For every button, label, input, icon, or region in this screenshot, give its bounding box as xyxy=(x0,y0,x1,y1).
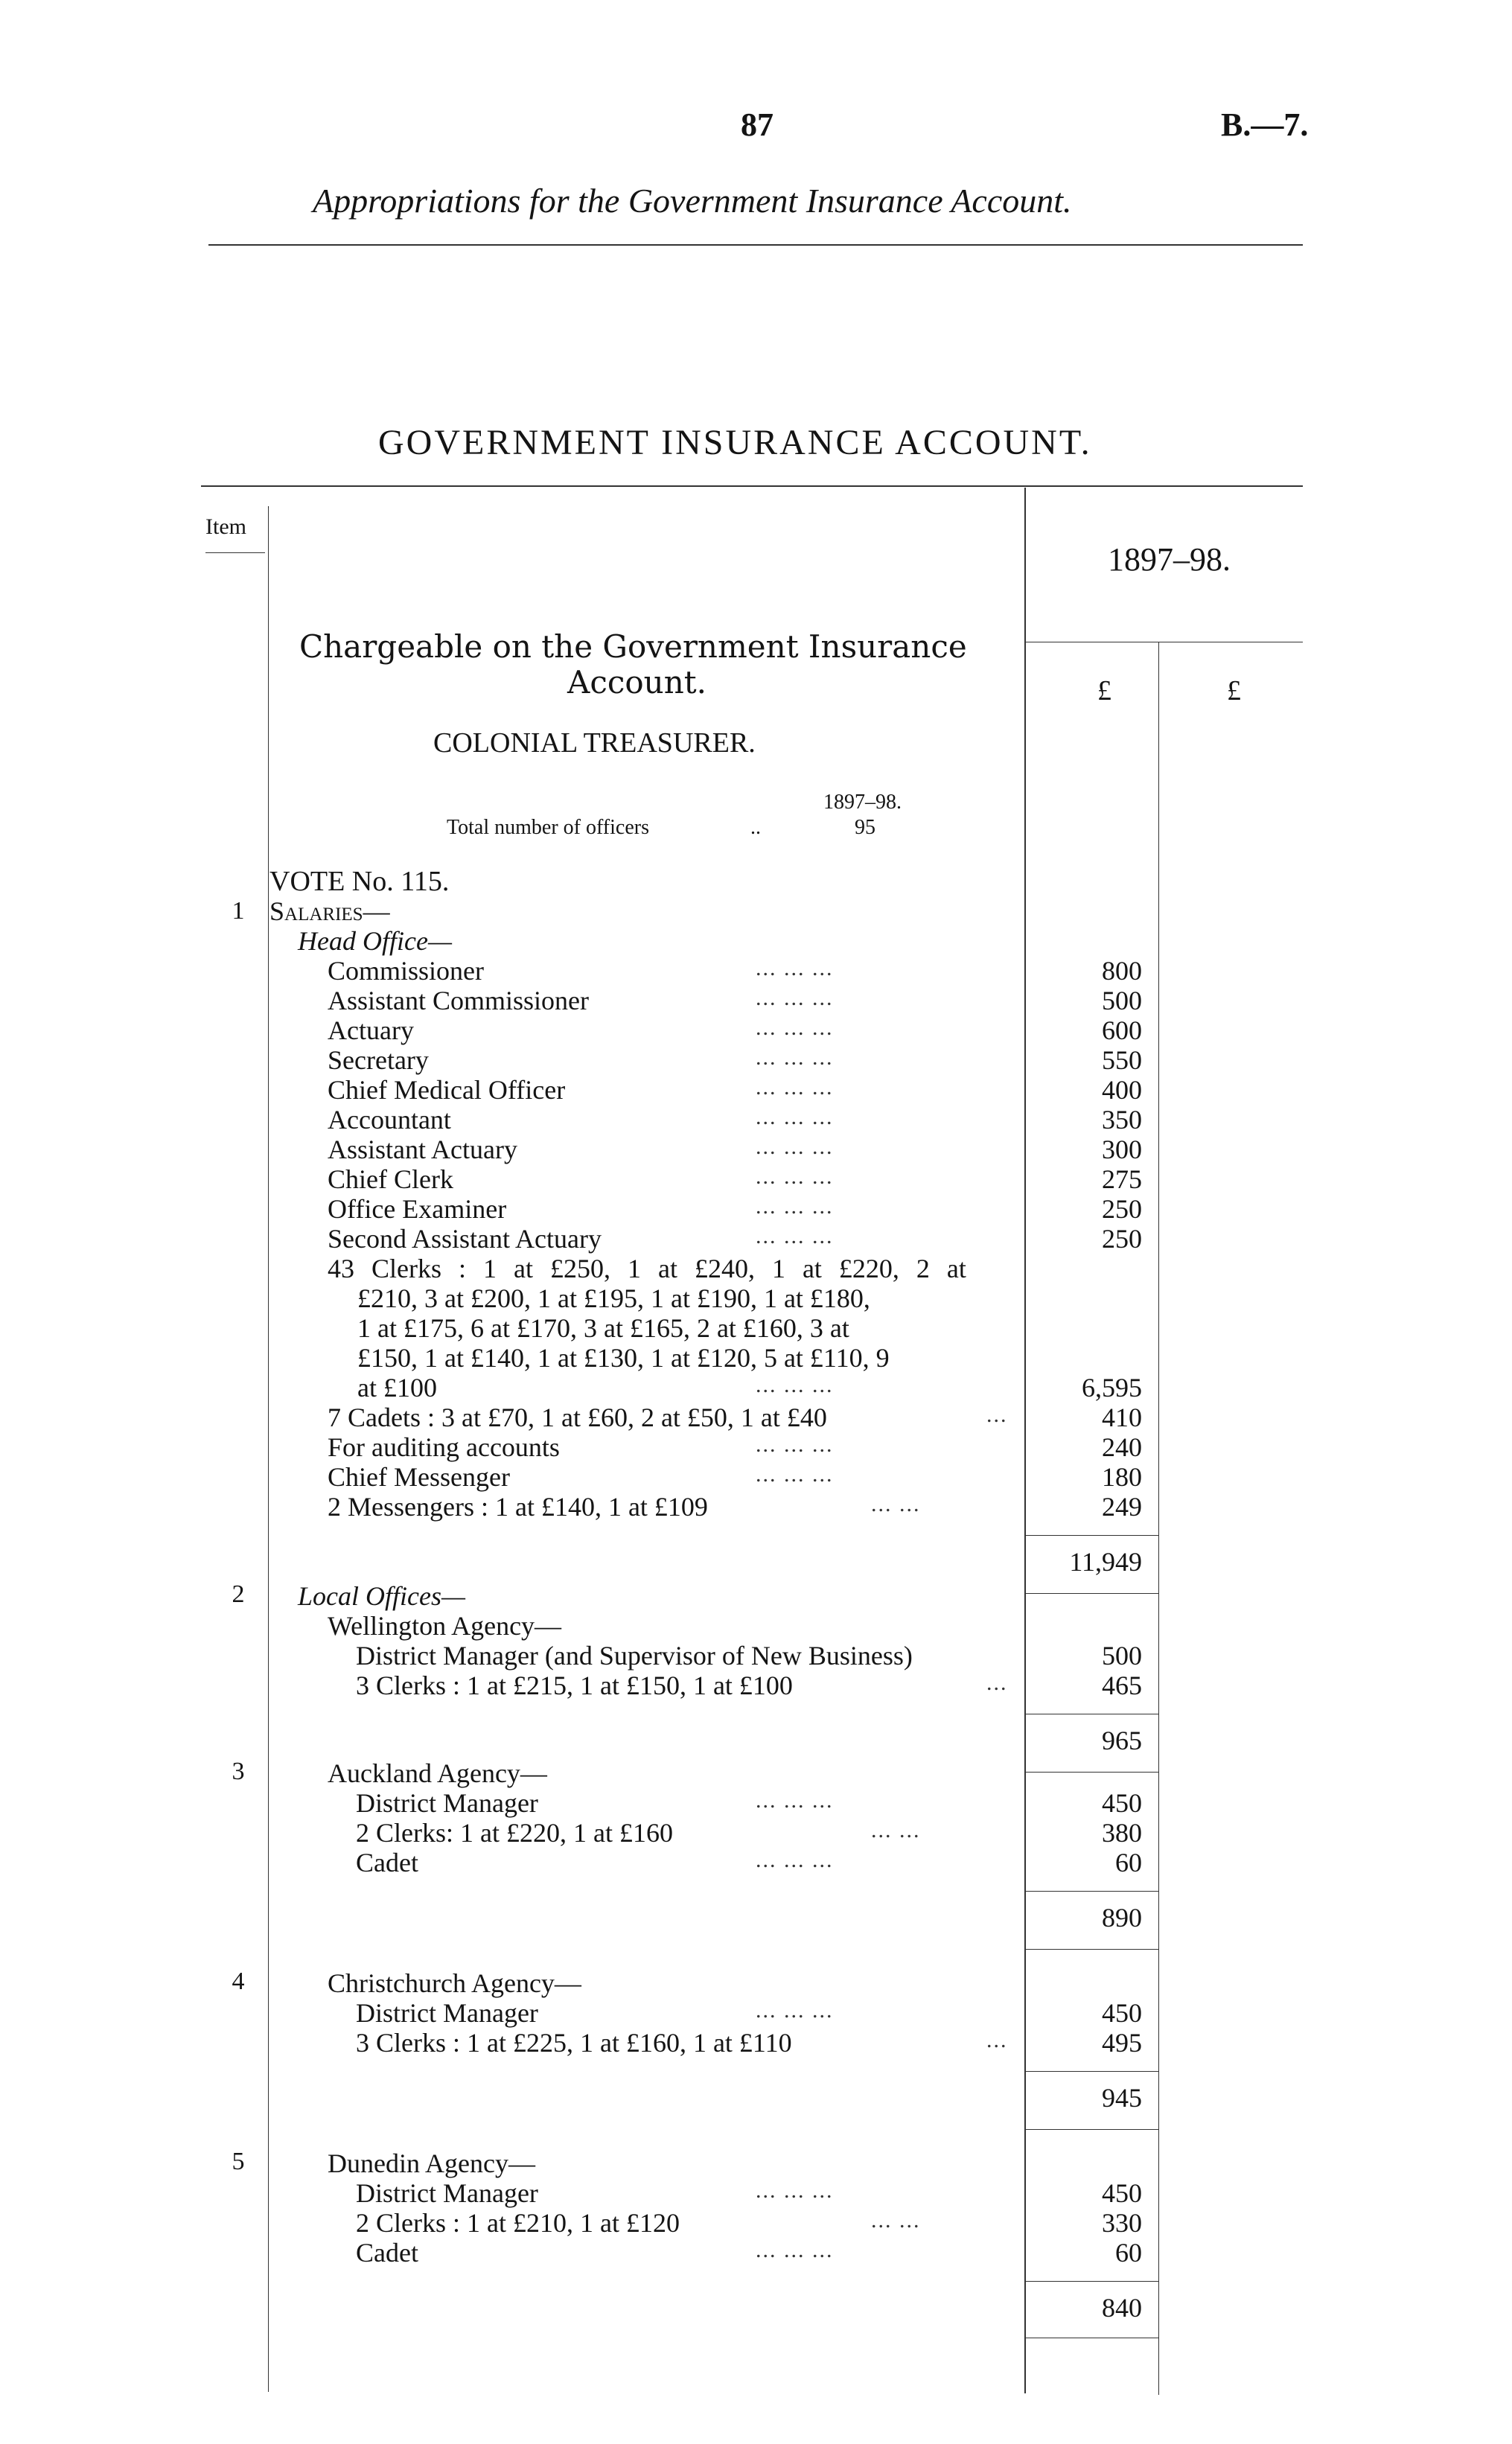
main-title: GOVERNMENT INSURANCE ACCOUNT. xyxy=(378,423,1092,462)
dunedin-manager-label: District Manager xyxy=(356,2178,538,2208)
auckland-manager-label: District Manager xyxy=(356,1788,538,1818)
christchurch-subtotal-rule xyxy=(1024,2071,1158,2072)
salaries-heading: Salaries— xyxy=(269,896,390,926)
leader-dots: ... ... ... xyxy=(756,1998,834,2023)
leader-dots: ... ... ... xyxy=(756,1105,834,1129)
secretary-label: Secretary xyxy=(328,1045,429,1075)
head-office-heading: Head Office— xyxy=(298,926,452,956)
leader-dots: ... xyxy=(986,2028,1008,2052)
auckland-total: 890 xyxy=(1102,1903,1142,1933)
assistant-commissioner-amount: 500 xyxy=(1102,986,1142,1015)
cadets-label: 7 Cadets : 3 at £70, 1 at £60, 2 at £50, 1 at £40 xyxy=(328,1403,827,1432)
leader-dots: ... ... ... xyxy=(756,1848,834,1872)
leader-dots: ... xyxy=(986,1671,1008,1695)
chief-medical-officer-amount: 400 xyxy=(1102,1075,1142,1105)
item-column-label: Item xyxy=(205,514,246,539)
clerks-line-3: 1 at £175, 6 at £170, 3 at £165, 2 at £160, 3 at xyxy=(357,1313,849,1343)
chief-medical-officer-label: Chief Medical Officer xyxy=(328,1075,566,1105)
wellington-total-rule xyxy=(1024,1772,1158,1773)
officers-count: 95 xyxy=(855,816,875,839)
wellington-manager-label: District Manager (and Supervisor of New Business) xyxy=(356,1641,913,1671)
item-number-4: 4 xyxy=(232,1968,245,1995)
leader-dots: ... ... ... xyxy=(756,2238,834,2262)
christchurch-heading: Christchurch Agency— xyxy=(328,1968,581,1998)
dunedin-subtotal-rule xyxy=(1024,2281,1158,2282)
wellington-clerks-label: 3 Clerks : 1 at £215, 1 at £150, 1 at £100 xyxy=(356,1671,793,1700)
leader-dots: ... ... xyxy=(871,1818,921,1842)
chief-clerk-label: Chief Clerk xyxy=(328,1164,453,1194)
leader-dots: ... ... ... xyxy=(756,1432,834,1457)
chief-clerk-amount: 275 xyxy=(1102,1164,1142,1194)
dunedin-clerks-label: 2 Clerks : 1 at £210, 1 at £120 xyxy=(356,2208,680,2238)
page-number: 87 xyxy=(741,106,773,143)
leader-dots: ... ... ... xyxy=(756,1015,834,1040)
leader-dots: ... ... ... xyxy=(756,1135,834,1159)
year-heading: 1897–98. xyxy=(1108,541,1231,578)
secretary-amount: 550 xyxy=(1102,1045,1142,1075)
second-assistant-actuary-amount: 250 xyxy=(1102,1224,1142,1254)
leader-dots: ... ... ... xyxy=(756,956,834,980)
officers-leader: .. xyxy=(750,816,761,839)
dunedin-manager-amount: 450 xyxy=(1102,2178,1142,2208)
dunedin-clerks-amount: 330 xyxy=(1102,2208,1142,2238)
christchurch-manager-label: District Manager xyxy=(356,1998,538,2028)
running-title: Appropriations for the Government Insurance Account. xyxy=(313,182,1072,220)
auckland-heading: Auckland Agency— xyxy=(328,1758,547,1788)
chief-messenger-label: Chief Messenger xyxy=(328,1462,510,1492)
messengers-label: 2 Messengers : 1 at £140, 1 at £109 xyxy=(328,1492,708,1522)
leader-dots: ... ... ... xyxy=(756,1194,834,1219)
leader-dots: ... ... xyxy=(871,1492,921,1516)
chargeable-heading-line-1: Chargeable on the Government Insurance xyxy=(299,628,967,665)
cadets-amount: 410 xyxy=(1102,1403,1142,1432)
clerks-line-5: at £100 xyxy=(357,1373,437,1403)
item-column-divider xyxy=(268,506,269,2392)
leader-dots: ... ... ... xyxy=(756,1164,834,1189)
assistant-actuary-amount: 300 xyxy=(1102,1135,1142,1164)
document-reference: B.—7. xyxy=(1221,106,1309,143)
auckland-subtotal-rule xyxy=(1024,1891,1158,1892)
commissioner-label: Commissioner xyxy=(328,956,485,986)
christchurch-total: 945 xyxy=(1102,2083,1142,2113)
actuary-label: Actuary xyxy=(328,1015,414,1045)
subtotal-column-divider xyxy=(1158,642,1159,2395)
chargeable-heading-line-2: Account. xyxy=(567,664,706,701)
christchurch-total-rule xyxy=(1024,2129,1158,2130)
wellington-manager-amount: 500 xyxy=(1102,1641,1142,1671)
item-number-3: 3 xyxy=(232,1758,245,1785)
wellington-heading: Wellington Agency— xyxy=(328,1611,562,1641)
leader-dots: ... ... ... xyxy=(756,1045,834,1070)
leader-dots: ... ... ... xyxy=(756,1075,834,1100)
item-label-rule xyxy=(205,552,265,553)
department-heading: COLONIAL TREASURER. xyxy=(433,727,756,759)
wellington-clerks-amount: 465 xyxy=(1102,1671,1142,1700)
accountant-label: Accountant xyxy=(328,1105,451,1135)
dunedin-total: 840 xyxy=(1102,2293,1142,2323)
officers-label: Total number of officers xyxy=(447,816,649,839)
currency-symbol-right: £ xyxy=(1227,675,1241,706)
commissioner-amount: 800 xyxy=(1102,956,1142,986)
auditing-label: For auditing accounts xyxy=(328,1432,560,1462)
wellington-total: 965 xyxy=(1102,1726,1142,1755)
dunedin-heading: Dunedin Agency— xyxy=(328,2148,535,2178)
auditing-amount: 240 xyxy=(1102,1432,1142,1462)
dunedin-cadet-label: Cadet xyxy=(356,2238,418,2268)
dunedin-cadet-amount: 60 xyxy=(1115,2238,1142,2268)
amount-column-divider xyxy=(1024,488,1026,2393)
auckland-cadet-amount: 60 xyxy=(1115,1848,1142,1877)
leader-dots: ... ... ... xyxy=(756,1373,834,1397)
currency-symbol-left: £ xyxy=(1097,675,1111,706)
item-number-2: 2 xyxy=(232,1580,245,1608)
christchurch-clerks-label: 3 Clerks : 1 at £225, 1 at £160, 1 at £110 xyxy=(356,2028,792,2058)
second-assistant-actuary-label: Second Assistant Actuary xyxy=(328,1224,602,1254)
leader-dots: ... ... ... xyxy=(756,1788,834,1813)
clerks-amount: 6,595 xyxy=(1082,1373,1142,1403)
assistant-actuary-label: Assistant Actuary xyxy=(328,1135,517,1164)
table-top-rule xyxy=(201,485,1303,487)
head-office-total: 11,949 xyxy=(1069,1547,1142,1577)
auckland-clerks-amount: 380 xyxy=(1102,1818,1142,1848)
clerks-line-1: 43 Clerks : 1 at £250, 1 at £240, 1 at £220, 2 at xyxy=(328,1254,966,1283)
leader-dots: ... ... ... xyxy=(756,2178,834,2203)
office-examiner-label: Office Examiner xyxy=(328,1194,507,1224)
header-rule xyxy=(208,244,1303,246)
messengers-amount: 249 xyxy=(1102,1492,1142,1522)
accountant-amount: 350 xyxy=(1102,1105,1142,1135)
auckland-total-rule xyxy=(1024,1949,1158,1950)
head-office-total-rule xyxy=(1024,1593,1158,1594)
actuary-amount: 600 xyxy=(1102,1015,1142,1045)
item-number-1: 1 xyxy=(232,897,245,925)
assistant-commissioner-label: Assistant Commissioner xyxy=(328,986,590,1015)
christchurch-clerks-amount: 495 xyxy=(1102,2028,1142,2058)
auckland-clerks-label: 2 Clerks: 1 at £220, 1 at £160 xyxy=(356,1818,673,1848)
item-number-5: 5 xyxy=(232,2148,245,2175)
head-office-subtotal-rule xyxy=(1024,1535,1158,1536)
auckland-manager-amount: 450 xyxy=(1102,1788,1142,1818)
clerks-line-2: £210, 3 at £200, 1 at £195, 1 at £190, 1 at £180, xyxy=(357,1283,870,1313)
leader-dots: ... ... ... xyxy=(756,986,834,1010)
christchurch-manager-amount: 450 xyxy=(1102,1998,1142,2028)
auckland-cadet-label: Cadet xyxy=(356,1848,418,1877)
leader-dots: ... ... ... xyxy=(756,1224,834,1248)
leader-dots: ... xyxy=(986,1403,1008,1427)
officers-year: 1897–98. xyxy=(823,791,902,814)
chief-messenger-amount: 180 xyxy=(1102,1462,1142,1492)
clerks-line-4: £150, 1 at £140, 1 at £130, 1 at £120, 5 at £110, 9 xyxy=(357,1343,890,1373)
vote-heading: VOTE No. 115. xyxy=(269,866,450,897)
leader-dots: ... ... ... xyxy=(756,1462,834,1487)
office-examiner-amount: 250 xyxy=(1102,1194,1142,1224)
local-offices-heading: Local Offices— xyxy=(298,1581,465,1611)
leader-dots: ... ... xyxy=(871,2208,921,2233)
